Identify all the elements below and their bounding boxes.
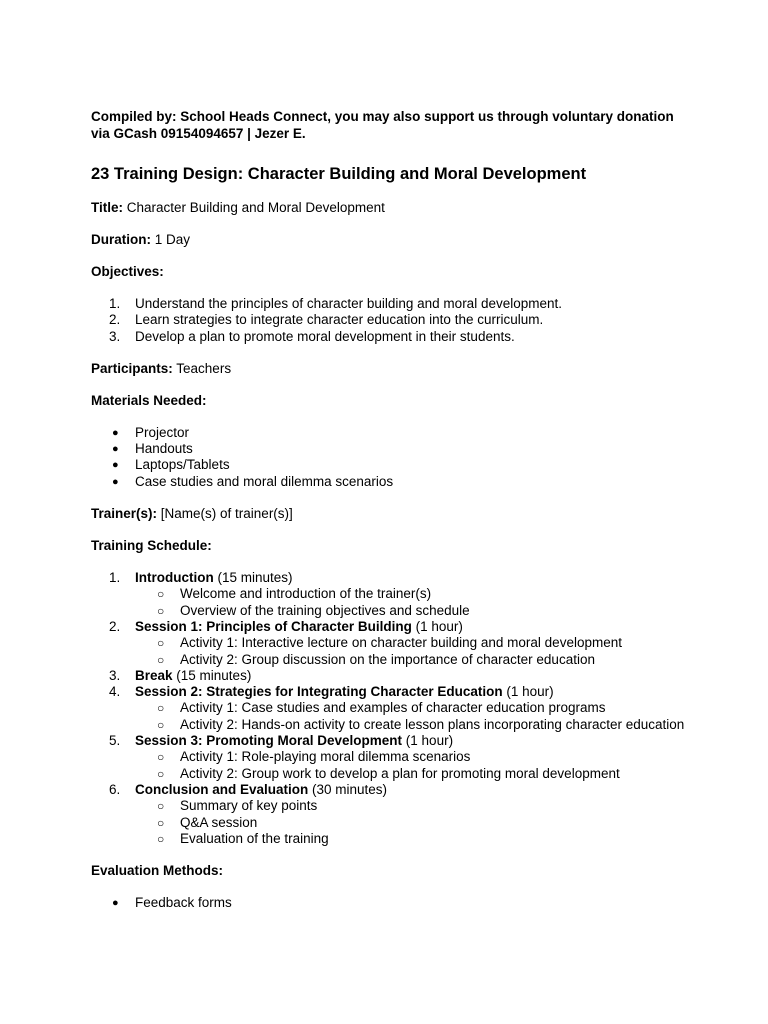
document-page [91, 108, 691, 911]
schedule-item-duration: (30 minutes) [308, 781, 388, 797]
hollow-bullet-icon: ○ [157, 717, 165, 732]
hollow-bullet-icon: ○ [157, 701, 165, 716]
material-text: Projector [135, 424, 190, 440]
trainers-value: [Name(s) of trainer(s)] [157, 506, 293, 522]
list-number: 1. [109, 570, 121, 586]
material-text: Handouts [135, 441, 193, 457]
hollow-bullet-icon: ○ [157, 636, 165, 651]
material-item [91, 441, 691, 457]
title-value: Character Building and Moral Development [123, 200, 385, 215]
schedule-item-title: Introduction [135, 570, 214, 586]
material-item [91, 457, 691, 473]
list-number: 3. [109, 667, 121, 683]
title-field [91, 200, 691, 216]
schedule-item [91, 619, 691, 635]
schedule-subitem [91, 798, 691, 814]
schedule-item-duration: (15 minutes) [213, 570, 293, 586]
material-text: Case studies and moral dilemma scenarios [135, 473, 394, 489]
bullet-icon: ● [112, 426, 119, 439]
schedule-item-duration: (1 hour) [502, 684, 554, 700]
schedule-heading: Training Schedule: [91, 538, 212, 554]
hollow-bullet-icon: ○ [157, 652, 165, 667]
list-number: 4. [109, 684, 121, 700]
hollow-bullet-icon: ○ [157, 750, 165, 765]
material-item [91, 425, 691, 441]
duration-label: Duration: [91, 232, 151, 247]
schedule-item [91, 684, 691, 700]
participants-value: Teachers [172, 360, 232, 376]
hollow-bullet-icon: ○ [157, 799, 165, 814]
schedule-subitem-text: Activity 2: Hands-on activity to create lesson plans incorporating character education [180, 716, 685, 732]
schedule-subitem-text: Welcome and introduction of the trainer(s) [180, 586, 432, 602]
schedule-subitem [91, 766, 691, 782]
schedule-subitem [91, 652, 691, 668]
schedule-list [91, 570, 691, 847]
hollow-bullet-icon: ○ [157, 603, 165, 618]
objectives-heading: Objectives: [91, 264, 164, 279]
participants-label: Participants: [91, 360, 173, 376]
schedule-item-duration: (1 hour) [402, 733, 454, 749]
objective-text: Learn strategies to integrate character education into the curriculum. [135, 312, 544, 328]
schedule-subitem [91, 749, 691, 765]
hollow-bullet-icon: ○ [157, 587, 165, 602]
schedule-subitem-text: Overview of the training objectives and schedule [180, 602, 470, 618]
compiled-by-note: Compiled by: School Heads Connect, you may also support us through voluntary donation via GCash 09154094657 | Jezer E. [91, 109, 674, 141]
schedule-subitem-text: Summary of key points [180, 798, 318, 814]
material-item [91, 474, 691, 490]
schedule-subitem-text: Q&A session [180, 814, 258, 830]
schedule-item [91, 782, 691, 798]
materials-list [91, 425, 691, 490]
evaluation-method-item [91, 895, 691, 911]
bullet-icon: ● [112, 443, 119, 456]
material-text: Laptops/Tablets [135, 457, 230, 473]
schedule-subitem-text: Activity 1: Interactive lecture on character building and moral development [180, 635, 622, 651]
objectives-list [91, 296, 691, 345]
bullet-icon: ● [112, 459, 119, 472]
schedule-item [91, 733, 691, 749]
list-number: 2. [109, 312, 121, 328]
list-number: 6. [109, 781, 121, 797]
list-number: 3. [109, 328, 121, 344]
schedule-subitem [91, 831, 691, 847]
schedule-subitem-text: Activity 1: Role-playing moral dilemma scenarios [180, 749, 471, 765]
trainers-field [91, 506, 691, 522]
bullet-icon: ● [112, 897, 119, 910]
schedule-item-title: Session 2: Strategies for Integrating Character Education [135, 684, 503, 700]
schedule-item-duration: (1 hour) [411, 618, 463, 634]
evaluation-list [91, 895, 691, 911]
schedule-subitem-text: Activity 2: Group work to develop a plan for promoting moral development [180, 765, 620, 781]
schedule-subitem [91, 635, 691, 651]
hollow-bullet-icon: ○ [157, 831, 165, 846]
duration-value: 1 Day [151, 232, 191, 247]
list-number: 5. [109, 733, 121, 749]
evaluation-heading: Evaluation Methods: [91, 863, 224, 879]
hollow-bullet-icon: ○ [157, 766, 165, 781]
participants-field [91, 361, 691, 377]
schedule-subitem-text: Activity 2: Group discussion on the importance of character education [180, 651, 595, 667]
materials-heading: Materials Needed: [91, 392, 207, 408]
schedule-item [91, 668, 691, 684]
duration-field [91, 232, 691, 248]
schedule-item-title: Conclusion and Evaluation [135, 781, 309, 797]
schedule-subitem [91, 815, 691, 831]
schedule-subitem [91, 700, 691, 716]
schedule-subitem-text: Activity 1: Case studies and examples of character education programs [180, 700, 606, 716]
schedule-subitem-text: Evaluation of the training [180, 830, 329, 846]
objective-text: Develop a plan to promote moral development in their students. [135, 328, 515, 344]
schedule-item-title: Break [135, 667, 173, 683]
schedule-item-title: Session 1: Principles of Character Building [135, 618, 412, 634]
schedule-item [91, 570, 691, 586]
title-label: Title: [91, 200, 124, 215]
objective-item [91, 329, 691, 345]
objective-item [91, 296, 691, 312]
schedule-item-title: Session 3: Promoting Moral Development [135, 733, 403, 749]
bullet-icon: ● [112, 475, 119, 488]
schedule-subitem [91, 717, 691, 733]
schedule-subitem [91, 586, 691, 602]
schedule-subitem [91, 603, 691, 619]
objective-item [91, 312, 691, 328]
evaluation-method-text: Feedback forms [135, 895, 232, 911]
list-number: 2. [109, 618, 121, 634]
hollow-bullet-icon: ○ [157, 815, 165, 830]
document-title: 23 Training Design: Character Building and Moral Development [91, 165, 587, 183]
schedule-item-duration: (15 minutes) [172, 667, 252, 683]
list-number: 1. [109, 296, 121, 311]
objective-text: Understand the principles of character building and moral development. [135, 296, 562, 311]
trainers-label: Trainer(s): [91, 506, 158, 522]
